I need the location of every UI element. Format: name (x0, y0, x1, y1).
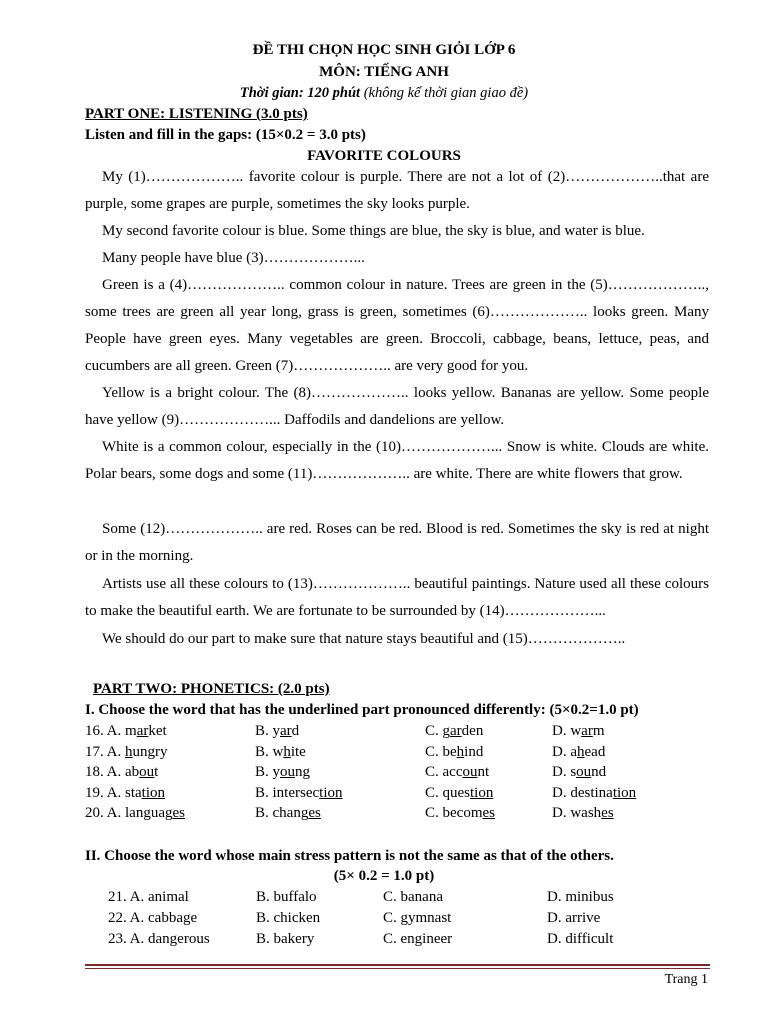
option-b (255, 723, 299, 740)
paragraph-text: Many people have blue (3)………………... (102, 250, 365, 266)
option-d: D. minibus (547, 889, 614, 905)
option-b: B. bakery (256, 931, 315, 947)
underlined-part: h (456, 743, 465, 760)
underlined-part: es (308, 805, 321, 821)
option-text: t (154, 764, 159, 780)
paragraph-text: My (1)……………….. favorite colour is purple. There are not a lot of (2)………………..that are purple, some grapes are purple, sometimes the sky looks purple. (85, 169, 709, 212)
option-text: 17. A. (85, 743, 126, 760)
question-row (85, 764, 705, 784)
underlined-part: ou (462, 764, 478, 780)
option-text: C. be (425, 743, 457, 760)
underlined-part: ou (576, 764, 592, 780)
option-text: D. destina (552, 784, 613, 801)
option-text: m (592, 723, 605, 739)
option-b (255, 805, 321, 822)
paragraph-text: Yellow is a bright colour. The (8)……………….. looks yellow. Bananas are yellow. Some people have yellow (9)………………... Daffodils and dandelions are yellow. (85, 385, 709, 428)
subject-title: MÔN: TIẾNG ANH (319, 64, 449, 80)
option-c (425, 723, 483, 740)
underlined-part: es (601, 805, 614, 821)
option-text: C. becom (425, 805, 483, 821)
option-b (255, 744, 306, 761)
option-text: D. w (552, 723, 582, 739)
option-d (552, 764, 606, 781)
option-text: den (461, 723, 484, 739)
option-b (255, 785, 343, 802)
section-two-instruction: II. Choose the word whose main stress pattern is not the same as that of the others. (85, 848, 614, 864)
option-text: 18. A. ab (85, 764, 140, 780)
underlined-part: ar (450, 723, 462, 739)
option-text: ind (464, 743, 484, 760)
passage-paragraph (85, 626, 709, 653)
question-row (85, 723, 705, 743)
option-d (552, 744, 605, 761)
paragraph-text: My second favorite colour is blue. Some things are blue, the sky is blue, and water is blue. (102, 223, 645, 239)
underlined-part: tion (470, 784, 494, 801)
passage-paragraph (85, 272, 709, 380)
option-a (85, 785, 165, 802)
option-text: B. y (255, 764, 281, 780)
option-c: C. gymnast (383, 910, 452, 926)
footer-divider (85, 968, 710, 969)
passage-paragraph (85, 164, 709, 218)
option-text: B. intersec (255, 784, 320, 801)
option-c (425, 744, 483, 761)
option-text: 19. A. sta (85, 784, 142, 801)
underlined-part: es (172, 805, 185, 821)
underlined-part: ou (280, 764, 296, 780)
option-text: 16. A. m (85, 723, 137, 739)
option-a: 22. A. cabbage (108, 910, 198, 926)
question-row (85, 785, 705, 805)
section-one-instruction: I. Choose the word that has the underlined part pronounced differently: (5×0.2=1.0 pt) (85, 702, 639, 718)
option-c: C. banana (383, 889, 443, 905)
paragraph-text: White is a common colour, especially in the (10)………………... Snow is white. Clouds are white. Polar bears, some dogs and some (11)……………….. are white. There are white flowers that grow. (85, 439, 709, 482)
passage-title: FAVORITE COLOURS (307, 148, 461, 164)
option-a (85, 744, 168, 761)
question-row (85, 744, 705, 764)
question-row (85, 931, 705, 951)
underlined-part: tion (319, 784, 343, 801)
option-b: B. chicken (256, 910, 321, 926)
underlined-part: ar (581, 723, 593, 739)
option-a (85, 805, 185, 822)
time-note: (không kể thời gian giao đề) (360, 85, 529, 101)
option-text: nt (477, 764, 490, 780)
paragraph-text: Green is a (4)……………….. common colour in nature. Trees are green in the (5)……………….., some trees are green all year long, grass is green, sometimes (6)……………….. looks green. Many People have green eyes. Many vegetables are green. Broccoli, cabbage, beans, lettuce, peas, and cucumbers are all green. Green (7)……………….. are very good for you. (85, 277, 709, 374)
option-text: D. wash (552, 805, 602, 821)
option-text: C. acc (425, 764, 463, 780)
option-text: d (291, 723, 300, 739)
option-text: C. ques (425, 784, 470, 801)
option-text: D. s (552, 764, 577, 780)
section-two-points: (5× 0.2 = 1.0 pt) (333, 868, 435, 884)
option-a (85, 723, 167, 740)
option-text: ead (584, 743, 606, 760)
option-c (425, 785, 493, 802)
footer-divider (85, 964, 710, 966)
page-number: Trang 1 (664, 972, 708, 987)
underlined-part: ar (280, 723, 292, 739)
option-d (552, 805, 614, 822)
underlined-part: tion (612, 784, 637, 801)
underlined-part: tion (141, 784, 166, 801)
option-c (425, 805, 495, 822)
question-row (85, 805, 705, 825)
underlined-part: h (577, 743, 585, 760)
underlined-part: ou (139, 764, 155, 780)
option-text: ng (295, 764, 311, 780)
option-b: B. buffalo (256, 889, 317, 905)
underlined-part: es (482, 805, 495, 821)
option-text: C. g (425, 723, 451, 739)
exam-title: ĐỀ THI CHỌN HỌC SINH GIỎI LỚP 6 (252, 42, 516, 58)
option-d (552, 723, 605, 740)
option-b (255, 764, 310, 781)
paragraph-text: We should do our part to make sure that nature stays beautiful and (15)……………….. (102, 631, 626, 647)
time-info (0, 85, 768, 102)
passage-paragraph (85, 245, 709, 272)
passage-paragraph (85, 571, 709, 625)
option-text: ite (290, 743, 306, 760)
passage-paragraph (85, 380, 709, 434)
option-a: 23. A. dangerous (108, 931, 210, 947)
option-c (425, 764, 489, 781)
option-text: B. w (255, 743, 284, 760)
part-one-instruction: Listen and fill in the gaps: (15×0.2 = 3.0 pts) (85, 127, 366, 143)
passage-paragraph (85, 516, 709, 570)
paragraph-text: Some (12)……………….. are red. Roses can be red. Blood is red. Sometimes the sky is red at night or in the morning. (85, 521, 709, 564)
option-d: D. arrive (547, 910, 601, 926)
option-text: D. a (552, 743, 577, 760)
part-one-heading: PART ONE: LISTENING (3.0 pts) (85, 106, 308, 122)
underlined-part: h (125, 743, 133, 760)
option-d (552, 785, 636, 802)
option-a: 21. A. animal (108, 889, 189, 905)
underlined-part: h (283, 743, 291, 760)
question-row (85, 910, 705, 930)
option-c: C. engineer (383, 931, 453, 947)
part-two-heading: PART TWO: PHONETICS: (2.0 pts) (93, 681, 330, 697)
option-text: ungry (132, 743, 168, 760)
passage-paragraph (85, 434, 709, 488)
option-a (85, 764, 158, 781)
underlined-part: ar (136, 723, 149, 739)
option-text: 20. A. languag (85, 805, 173, 821)
option-text: nd (591, 764, 607, 780)
question-row (85, 889, 705, 909)
paragraph-text: Artists use all these colours to (13)……………….. beautiful paintings. Nature used all these colours to make the beautiful earth. We are fortunate to be surrounded by (14)………………... (85, 576, 709, 619)
option-text: B. y (255, 723, 281, 739)
passage-paragraph (85, 218, 709, 245)
option-text: ket (148, 723, 167, 739)
time-label: Thời gian: 120 phút (239, 85, 361, 101)
option-text: B. chang (255, 805, 309, 821)
option-d: D. difficult (547, 931, 614, 947)
